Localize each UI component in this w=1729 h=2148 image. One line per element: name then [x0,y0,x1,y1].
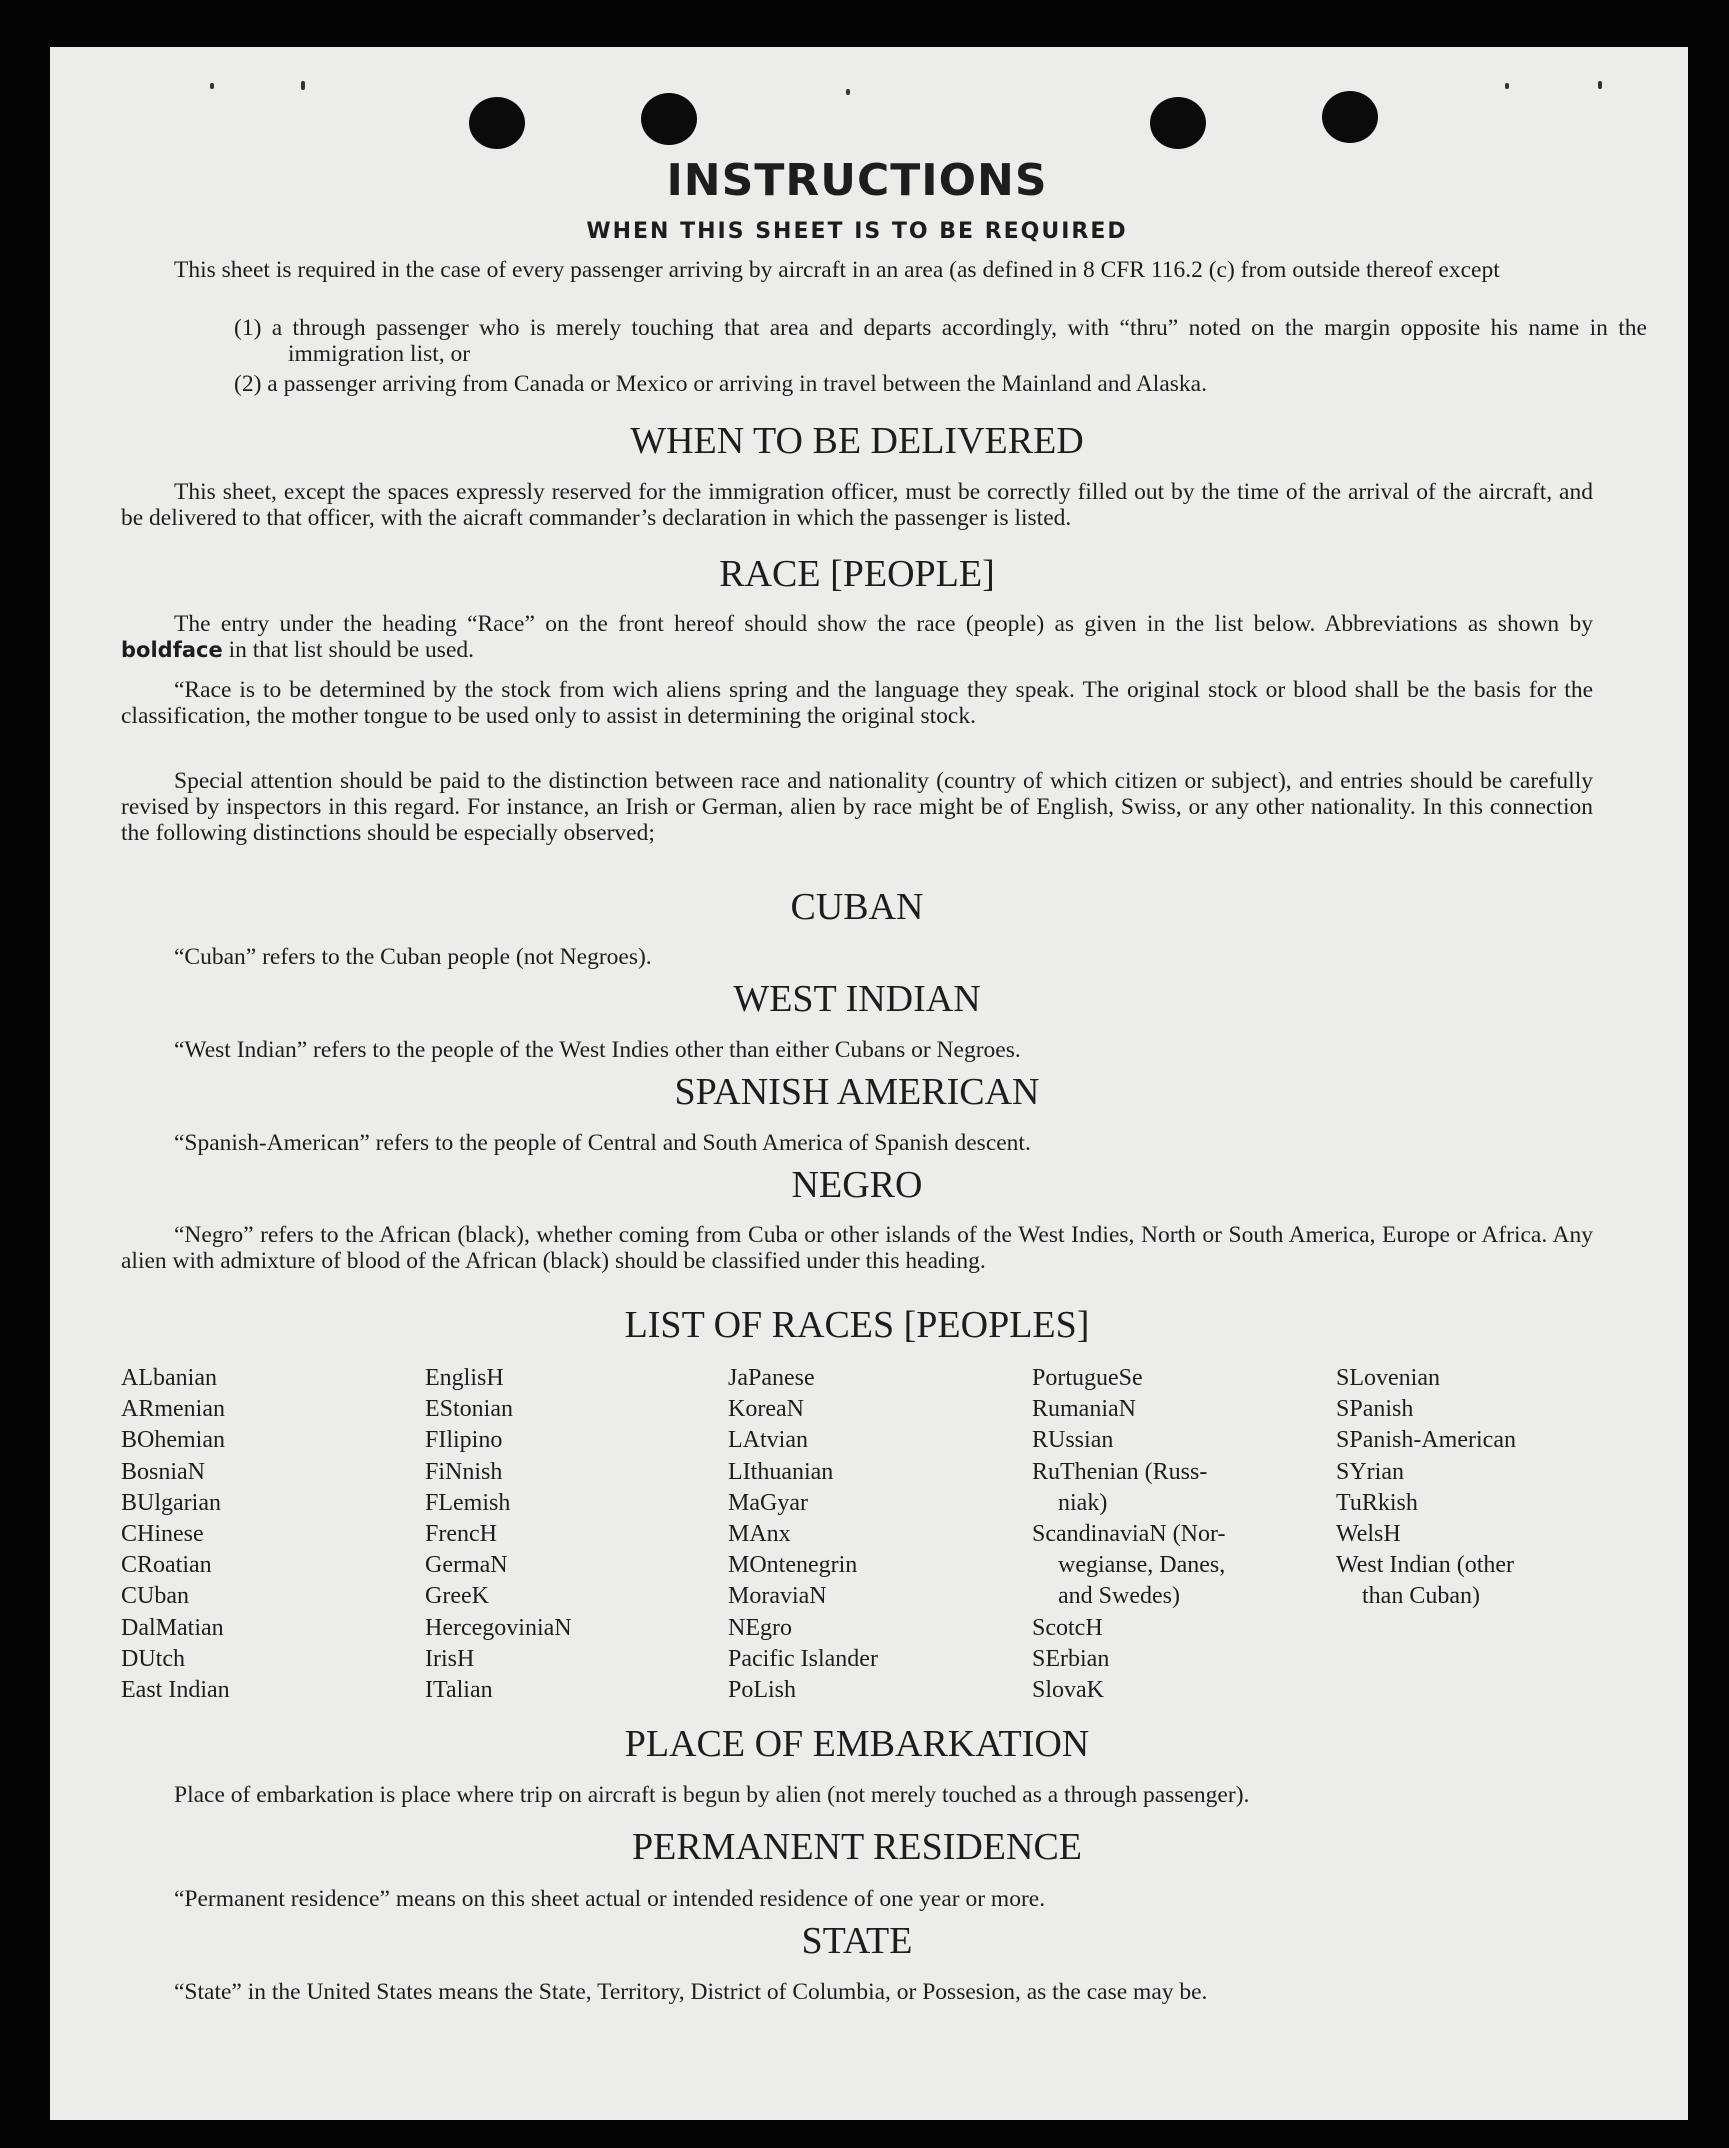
race-list-item: FrencH [425,1521,497,1548]
race-list-item: SPanish [1336,1396,1414,1423]
punch-hole [469,97,525,149]
required-intro: This sheet is required in the case of every passenger arriving by aircraft in an area (as defined in 8 CFR 116.2 (c) from outside thereof except [174,257,1500,283]
race-list-item: SYrian [1336,1458,1404,1485]
race-list-item: KoreaN [728,1396,804,1423]
race-list-item: LIthuanian [728,1458,834,1485]
race-list-item: CUban [121,1583,189,1610]
punch-hole [1150,97,1206,149]
race-list-item: FiNnish [425,1458,503,1485]
race-list-item: PortugueSe [1032,1365,1143,1391]
heading-permanent-residence: PERMANENT RESIDENCE [631,1826,1083,1868]
heading-west-indian: WEST INDIAN [733,978,981,1020]
race-list-item: and Swedes) [1058,1583,1180,1610]
heading-negro: NEGRO [791,1164,923,1206]
race-list-item: BOhemian [121,1427,225,1454]
races-column-2 [425,1363,572,1706]
race-list-item: MAnx [728,1521,791,1548]
race-list-item: ITalian [425,1677,493,1704]
punch-hole [641,93,697,145]
race-list-item: EnglisH [425,1365,504,1391]
state-text: “State” in the United States means the State, Territory, District of Columbia, or Possesion, as the case may be. [174,1979,1208,2005]
heading-when-delivered: WHEN TO BE DELIVERED [630,420,1084,462]
race-list-item: BUlgarian [121,1489,221,1516]
race-list-item: wegianse, Danes, [1058,1552,1226,1579]
race-list-item: East Indian [121,1677,230,1704]
race-list-item: ScotcH [1032,1614,1103,1641]
paper-speck [210,83,214,89]
race-list-item: FIlipino [425,1427,503,1454]
race-list-item: niak) [1058,1489,1108,1516]
race-list-item: ALbanian [121,1365,217,1391]
race-list-item: MaGyar [728,1489,808,1516]
race-list-item: JaPanese [728,1365,815,1391]
cuban-text: “Cuban” refers to the Cuban people (not Negroes). [174,944,652,970]
races-column-5 [1336,1363,1516,1613]
paper-speck [846,89,850,95]
heading-race: RACE [PEOPLE] [719,553,995,595]
races-column-1 [121,1363,230,1706]
required-item-1: (1) a through passenger who is merely touching that area and departs accordingly, with “thru” noted on the margin opposite his name in the immigration list, or [234,315,1647,367]
heading-state: STATE [801,1920,913,1962]
embarkation-text: Place of embarkation is place where trip on aircraft is begun by alien (not merely touched as a through passenger). [174,1782,1250,1808]
race-list-item: SErbian [1032,1645,1110,1672]
race-list-item: RUssian [1032,1427,1114,1454]
boldface-word: boldface [121,638,223,662]
race-list-item: Pacific Islander [728,1645,878,1672]
spanish-american-text: “Spanish-American” refers to the people of Central and South America of Spanish descent. [174,1130,1031,1156]
paper-speck [301,81,305,90]
race-list-item: SLovenian [1336,1365,1440,1391]
race-list-item: EStonian [425,1396,513,1423]
race-list-item: RuThenian (Russ- [1032,1458,1208,1485]
race-list-item: WelsH [1336,1521,1401,1548]
race-list-item: ARmenian [121,1396,225,1423]
race-list-item: CHinese [121,1521,204,1548]
race-list-item: PoLish [728,1677,797,1704]
race-list-item: SlovaK [1032,1677,1104,1704]
heading-spanish-american: SPANISH AMERICAN [674,1071,1040,1113]
race-list-item: DUtch [121,1645,185,1672]
race-list-item: MOntenegrin [728,1552,858,1579]
residence-text: “Permanent residence” means on this sheet actual or intended residence of one year or more. [174,1886,1046,1912]
race-list-item: SPanish-American [1336,1427,1516,1454]
punch-hole [1322,91,1378,143]
required-item-2: (2) a passenger arriving from Canada or Mexico or arriving in travel between the Mainland and Alaska. [234,371,1207,397]
heading-list-of-races: LIST OF RACES [PEOPLES] [624,1304,1090,1346]
race-list-item: GreeK [425,1583,489,1610]
race-list-item: NEgro [728,1614,792,1641]
race-list-item: than Cuban) [1362,1583,1480,1610]
race-list-item: IrisH [425,1645,475,1672]
race-paragraph-3: Special attention should be paid to the distinction between race and nationality (country of which citizen or subject), and entries should be carefully revised by inspectors in this regard. For instance, an Irish or German, alien by race might be of English, Swiss, or any other nationality. In this connection the following distinctions should be especially observed; [121,768,1593,846]
paper-speck [1505,83,1509,89]
race-list-item: CRoatian [121,1552,212,1579]
race-paragraph-2: “Race is to be determined by the stock from wich aliens spring and the language they speak. The original stock or blood shall be the basis for the classification, the mother tongue to be used only to assist in determining the original stock. [121,677,1593,729]
race-paragraph-1: The entry under the heading “Race” on the front hereof should show the race (people) as given in the list below. Abbreviations as shown by boldface in that list should be used. [121,611,1593,663]
heading-embarkation: PLACE OF EMBARKATION [624,1723,1090,1765]
instruction-sheet [50,47,1688,2120]
race-list-item: BosniaN [121,1458,205,1485]
races-column-4 [1032,1363,1225,1706]
race-list-item: West Indian (other [1336,1552,1515,1579]
negro-text: “Negro” refers to the African (black), whether coming from Cuba or other islands of the West Indies, North or South America, Europe or Africa. Any alien with admixture of blood of the African (black) should be classified under this heading. [121,1222,1593,1274]
heading-cuban: CUBAN [790,886,924,928]
races-column-3 [728,1363,878,1706]
page-subtitle: WHEN THIS SHEET IS TO BE REQUIRED [586,219,1128,244]
race-list-item: ScandinaviaN (Nor- [1032,1521,1226,1548]
page-title: INSTRUCTIONS [666,155,1048,206]
race-list-item: GermaN [425,1552,508,1579]
race-list-item: RumaniaN [1032,1396,1136,1423]
race-list-item: DalMatian [121,1614,224,1641]
race-list-item: MoraviaN [728,1583,827,1610]
race-list-item: TuRkish [1336,1489,1418,1516]
delivered-text: This sheet, except the spaces expressly reserved for the immigration officer, must be correctly filled out by the time of the arrival of the aircraft, and be delivered to that officer, with the aicraft commander’s declaration in which the passenger is listed. [121,479,1593,531]
race-list-item: FLemish [425,1489,511,1516]
paper-speck [1598,81,1602,89]
race-list-item: HercegoviniaN [425,1614,572,1641]
race-list-item: LAtvian [728,1427,808,1454]
west-indian-text: “West Indian” refers to the people of the West Indies other than either Cubans or Negroes. [174,1037,1021,1063]
